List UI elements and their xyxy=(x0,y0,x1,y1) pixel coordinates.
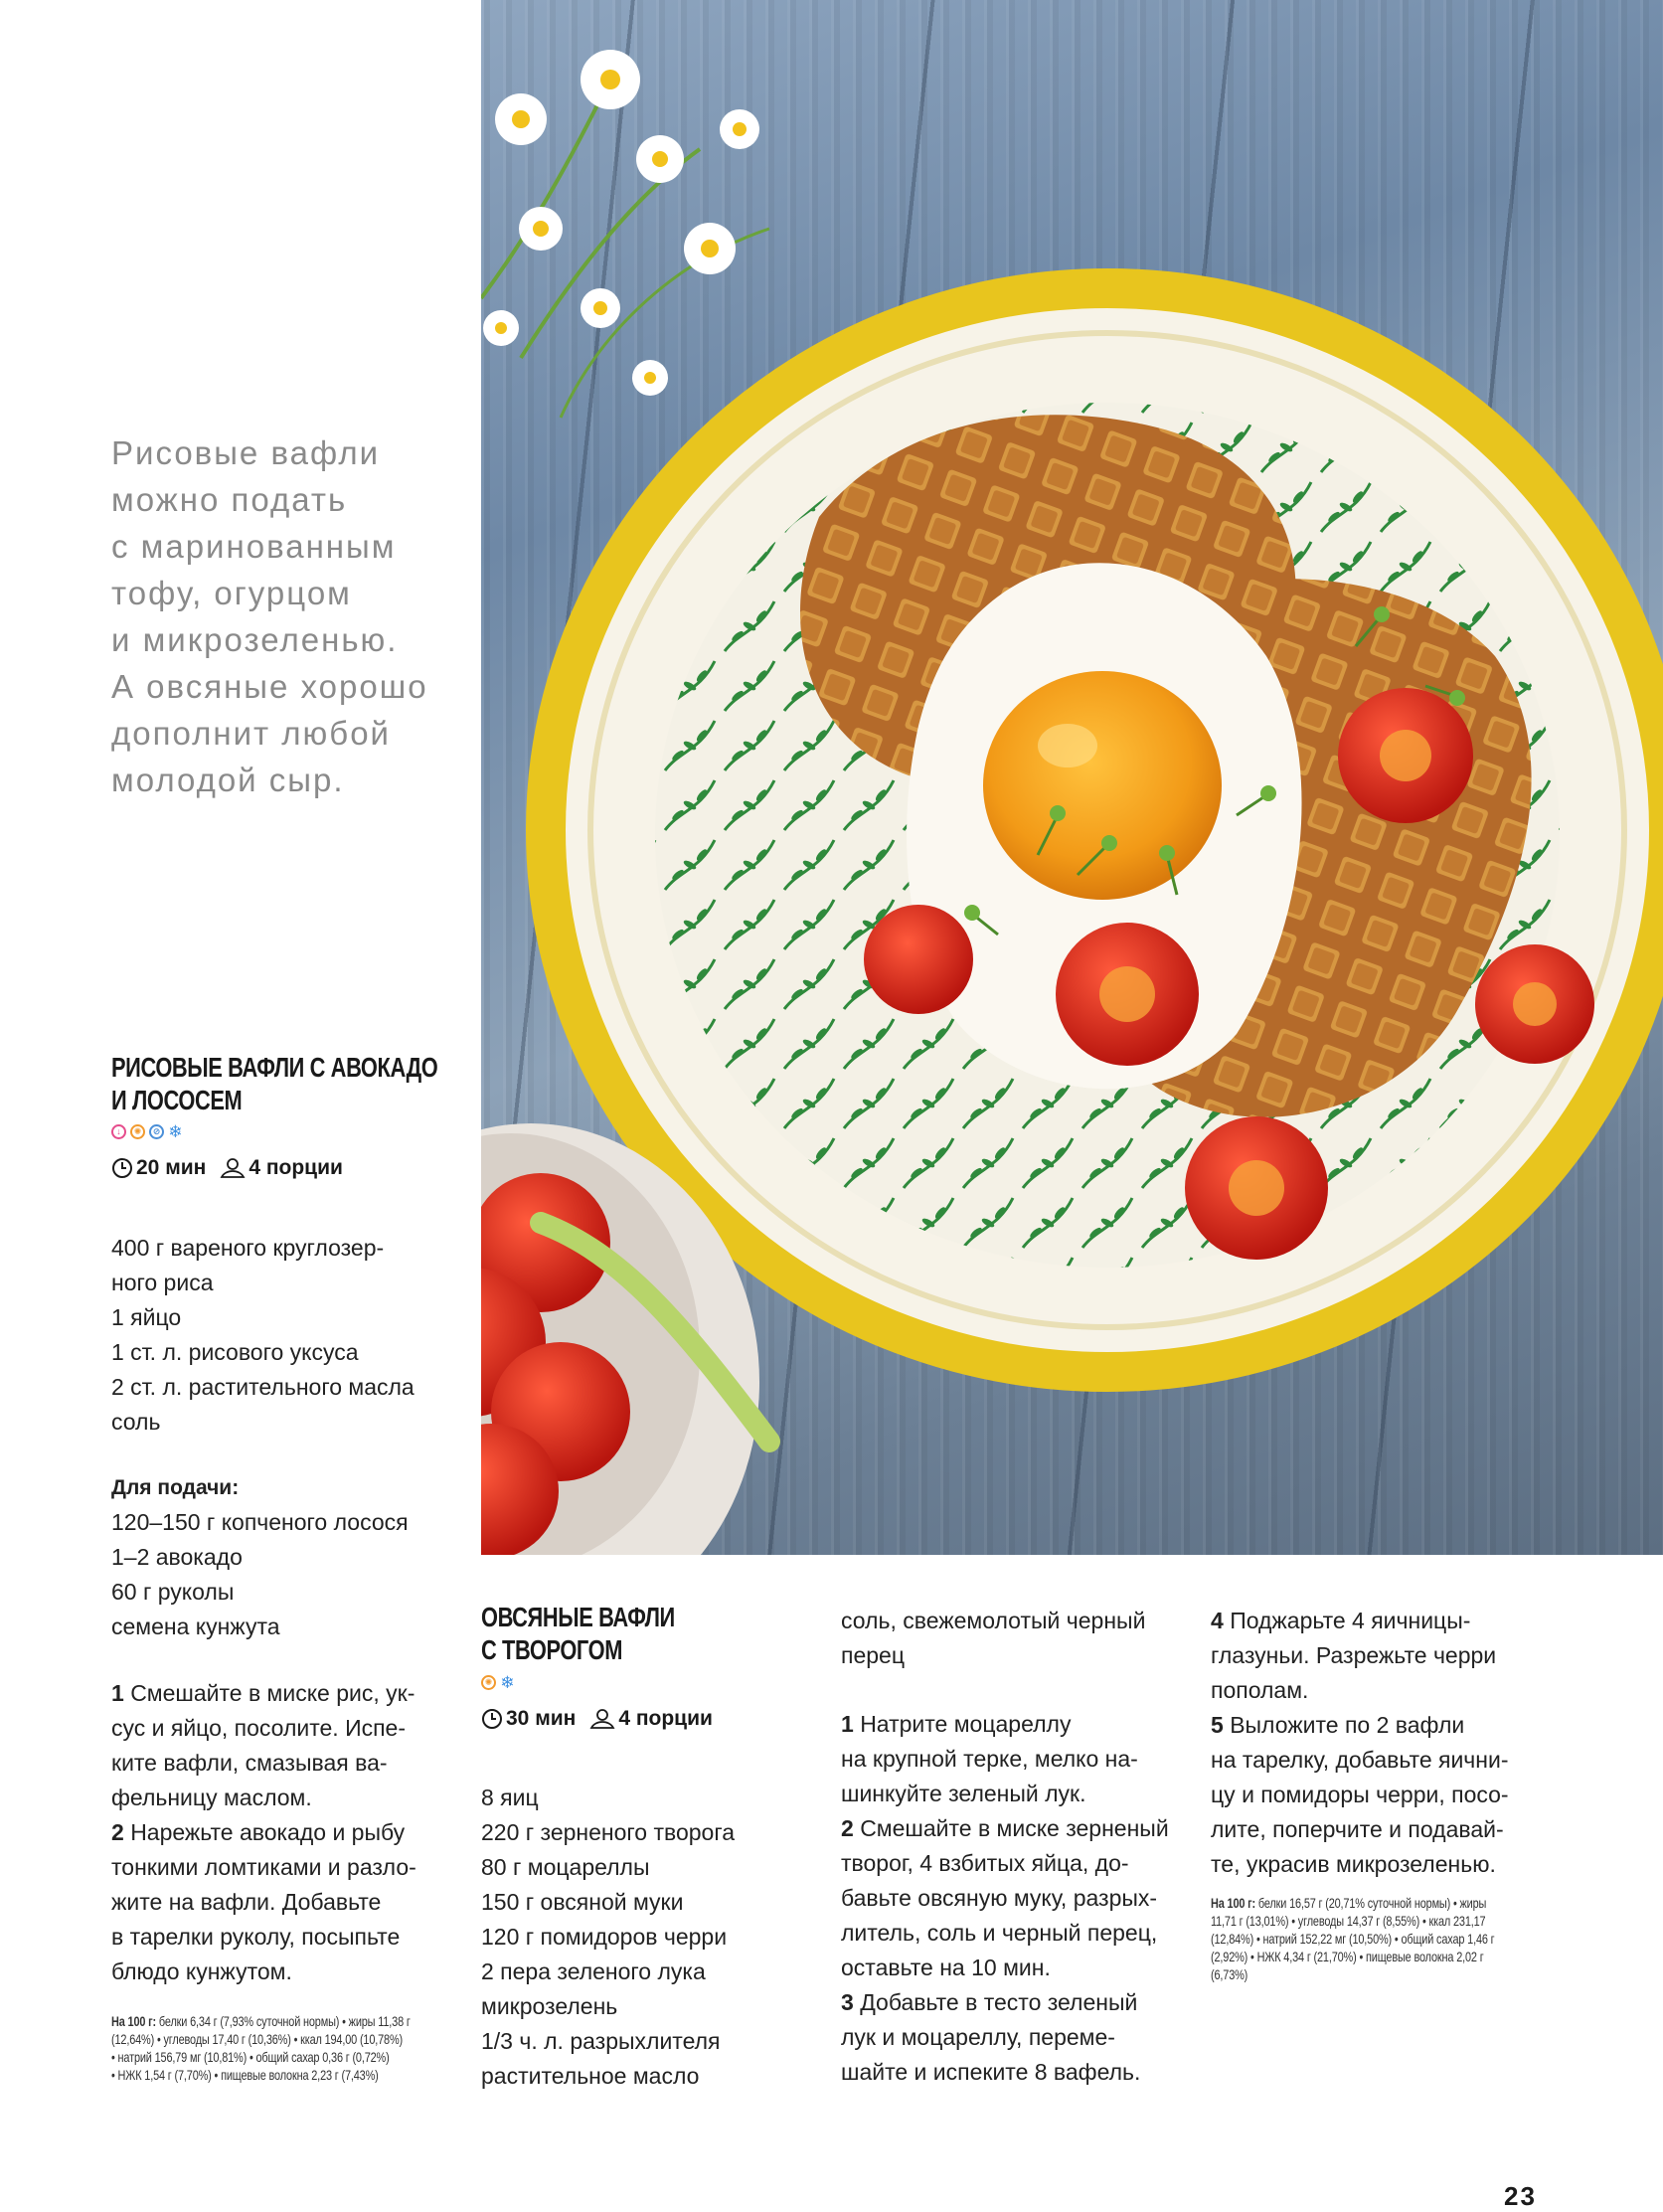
snowflake-icon: ❄ xyxy=(500,1673,515,1692)
recipe1-title-line: И ЛОСОСЕМ xyxy=(111,1085,243,1115)
step-line: блюдо кунжутом. xyxy=(111,1958,292,1984)
ingredient: 1 ст. л. рисового уксуса xyxy=(111,1339,359,1365)
serving-item: 1–2 авокадо xyxy=(111,1544,243,1570)
recipe1-servings: 4 порции xyxy=(249,1156,343,1179)
recipe1-meta xyxy=(111,1156,343,1180)
recipe1-serving xyxy=(111,1470,409,1644)
step-line: 2 Смешайте в миске зерненый xyxy=(841,1815,1169,1841)
step-line: на тарелку, добавьте яични- xyxy=(1211,1747,1509,1773)
quote-line: тофу, огурцом xyxy=(111,575,352,611)
ingredient: 1 яйцо xyxy=(111,1304,182,1330)
recipe1-time: 20 мин xyxy=(136,1156,207,1179)
nutrition-label: На 100 г: xyxy=(1211,1895,1256,1911)
serving-item: 60 г руколы xyxy=(111,1579,235,1605)
recipe1-title xyxy=(111,1051,530,1116)
food-photo xyxy=(481,0,1663,1555)
nutrition-line: (12,64%) • углеводы 17,40 г (10,36%) • ккал 194,00 (10,78%) xyxy=(111,2031,404,2047)
step-line: шинкуйте зеленый лук. xyxy=(841,1781,1086,1806)
ingredient: 2 ст. л. растительного масла xyxy=(111,1374,415,1400)
step-line: 1 Смешайте в миске рис, ук- xyxy=(111,1680,416,1706)
recipe2-ingredients xyxy=(481,1781,735,2094)
recipe2-servings: 4 порции xyxy=(618,1707,713,1730)
ingredient: 220 г зерненого творога xyxy=(481,1819,736,1845)
nutrition-line: • натрий 156,79 мг (10,81%) • общий сахар 0,36 г (0,72%) xyxy=(111,2049,390,2065)
recipe2-title-line: ОВСЯНЫЕ ВАФЛИ xyxy=(481,1602,675,1632)
orange-badge-icon: ✺ xyxy=(481,1675,496,1690)
ingredient: соль xyxy=(111,1409,161,1435)
servings-icon xyxy=(589,1708,615,1730)
snowflake-icon: ❄ xyxy=(168,1122,183,1141)
recipe1-title-line: РИСОВЫЕ ВАФЛИ С АВОКАДО xyxy=(111,1052,438,1083)
step-number: 2 xyxy=(841,1815,854,1841)
chamomile-flowers xyxy=(481,50,769,418)
quote-line: можно подать xyxy=(111,481,348,518)
nutrition-line: (6,73%) xyxy=(1211,1966,1248,1982)
pink-badge-icon: ↓ xyxy=(111,1124,126,1139)
step-line: 3 Добавьте в тесто зеленый xyxy=(841,1989,1138,2015)
step-line: литель, соль и черный перец, xyxy=(841,1920,1158,1946)
recipe1-diet-badges xyxy=(111,1124,183,1139)
step-line: 1 Натрите моцареллу xyxy=(841,1711,1072,1737)
blue-badge-icon: ⊘ xyxy=(149,1124,164,1139)
ingredient: 150 г овсяной муки xyxy=(481,1889,684,1915)
step-number: 5 xyxy=(1211,1712,1224,1738)
recipe2-steps-col2 xyxy=(841,1707,1169,2090)
pull-quote xyxy=(111,429,449,803)
quote-line: дополнит любой xyxy=(111,715,391,752)
ingredient: микрозелень xyxy=(481,1993,618,2019)
recipe2-col2 xyxy=(841,1604,1145,1673)
step-line: те, украсив микрозеленью. xyxy=(1211,1851,1496,1877)
step-line: пополам. xyxy=(1211,1677,1309,1703)
step-line: тонкими ломтиками и разло- xyxy=(111,1854,416,1880)
serving-label: Для подачи: xyxy=(111,1476,240,1499)
recipe2-diet-badges xyxy=(481,1675,515,1690)
step-number: 2 xyxy=(111,1819,124,1845)
recipe1-nutrition: На 100 г: белки 6,34 г (7,93% суточной нормы) • жиры 11,38 г (12,64%) • углеводы 17,40 г (10,36%) • ккал 194,00 (10,78%) • натрий 156,79 мг (10,81%) • общий сахар 0,36 г (0,72%) • НЖК 1,54 г (7,70%) • пищевые волокна 2,23 г (7,43%) xyxy=(111,2013,411,2083)
recipe2-meta xyxy=(481,1707,713,1731)
recipe2-title xyxy=(481,1601,730,1666)
nutrition-line: (12,84%) • натрий 152,22 мг (10,50%) • общий сахар 1,46 г xyxy=(1211,1931,1495,1947)
ingredient: 1/3 ч. л. разрыхлителя xyxy=(481,2028,721,2054)
quote-line: с маринованным xyxy=(111,528,397,565)
nutrition-label: На 100 г: xyxy=(111,2013,157,2029)
step-line: 4 Поджарьте 4 яичницы- xyxy=(1211,1608,1471,1633)
step-line: в тарелки руколу, посыпьте xyxy=(111,1924,401,1950)
step-number: 1 xyxy=(111,1680,124,1706)
orange-badge-icon: ✺ xyxy=(130,1124,145,1139)
clock-icon xyxy=(481,1708,503,1730)
step-number: 4 xyxy=(1211,1608,1224,1633)
nutrition-line: 11,71 г (13,01%) • углеводы 14,37 г (8,55%) • ккал 231,17 xyxy=(1211,1913,1486,1929)
step-line: на крупной терке, мелко на- xyxy=(841,1746,1138,1772)
recipe2-time: 30 мин xyxy=(506,1707,577,1730)
recipe1-steps xyxy=(111,1676,416,1989)
ingredient: 8 яиц xyxy=(481,1785,539,1810)
ingredient: 120 г помидоров черри xyxy=(481,1924,728,1950)
step-line: шайте и испеките 8 вафель. xyxy=(841,2059,1141,2085)
step-line: лите, поперчите и подавай- xyxy=(1211,1816,1504,1842)
ingredient: ного риса xyxy=(111,1270,214,1295)
step-number: 1 xyxy=(841,1711,854,1737)
page-number: 23 xyxy=(1504,2181,1537,2211)
quote-line: и микрозеленью. xyxy=(111,621,399,658)
nutrition-line: • НЖК 1,54 г (7,70%) • пищевые волокна 2,23 г (7,43%) xyxy=(111,2067,379,2083)
step-line: оставьте на 10 мин. xyxy=(841,1955,1051,1980)
quote-line: А овсяные хорошо xyxy=(111,668,428,705)
quote-line: Рисовые вафли xyxy=(111,434,381,471)
step-line: 2 Нарежьте авокадо и рыбу xyxy=(111,1819,406,1845)
recipe2-title-line: С ТВОРОГОМ xyxy=(481,1634,623,1665)
recipe1-ingredients xyxy=(111,1231,415,1440)
serving-item: семена кунжута xyxy=(111,1614,280,1639)
ingredient: 2 пера зеленого лука xyxy=(481,1958,706,1984)
servings-icon xyxy=(220,1157,246,1179)
nutrition-line: (2,92%) • НЖК 4,34 г (21,70%) • пищевые волокна 2,02 г xyxy=(1211,1949,1484,1964)
clock-icon xyxy=(111,1157,133,1179)
step-line: фельницу маслом. xyxy=(111,1785,312,1810)
step-number: 3 xyxy=(841,1989,854,2015)
step-line: творог, 4 взбитых яйца, до- xyxy=(841,1850,1129,1876)
ingredient: соль, свежемолотый черный xyxy=(841,1608,1146,1633)
quote-line: молодой сыр. xyxy=(111,762,345,798)
serving-item: 120–150 г копченого лосося xyxy=(111,1509,409,1535)
step-line: лук и моцареллу, переме- xyxy=(841,2024,1115,2050)
step-line: жите на вафли. Добавьте xyxy=(111,1889,382,1915)
step-line: глазуньи. Разрежьте черри xyxy=(1211,1642,1497,1668)
ingredient: растительное масло xyxy=(481,2063,700,2089)
step-line: сус и яйцо, посолите. Испе- xyxy=(111,1715,407,1741)
step-line: 5 Выложите по 2 вафли xyxy=(1211,1712,1465,1738)
recipe2-steps-col3 xyxy=(1211,1604,1509,1882)
ingredient: перец xyxy=(841,1642,906,1668)
ingredient: 80 г моцареллы xyxy=(481,1854,650,1880)
step-line: ките вафли, смазывая ва- xyxy=(111,1750,388,1776)
recipe2-nutrition: На 100 г: белки 16,57 г (20,71% суточной нормы) • жиры 11,71 г (13,01%) • углеводы 14,37 г (8,55%) • ккал 231,17 (12,84%) • натрий 152,22 мг (10,50%) • общий сахар 1,46 г (2,92%) • НЖК 4,34 г (21,70%) • пищевые волокна 2,02 г (6,73%) xyxy=(1211,1895,1495,1982)
ingredient: 400 г вареного круглозер- xyxy=(111,1235,385,1261)
step-line: цу и помидоры черри, посо- xyxy=(1211,1782,1509,1807)
step-line: бавьте овсяную муку, разрых- xyxy=(841,1885,1158,1911)
